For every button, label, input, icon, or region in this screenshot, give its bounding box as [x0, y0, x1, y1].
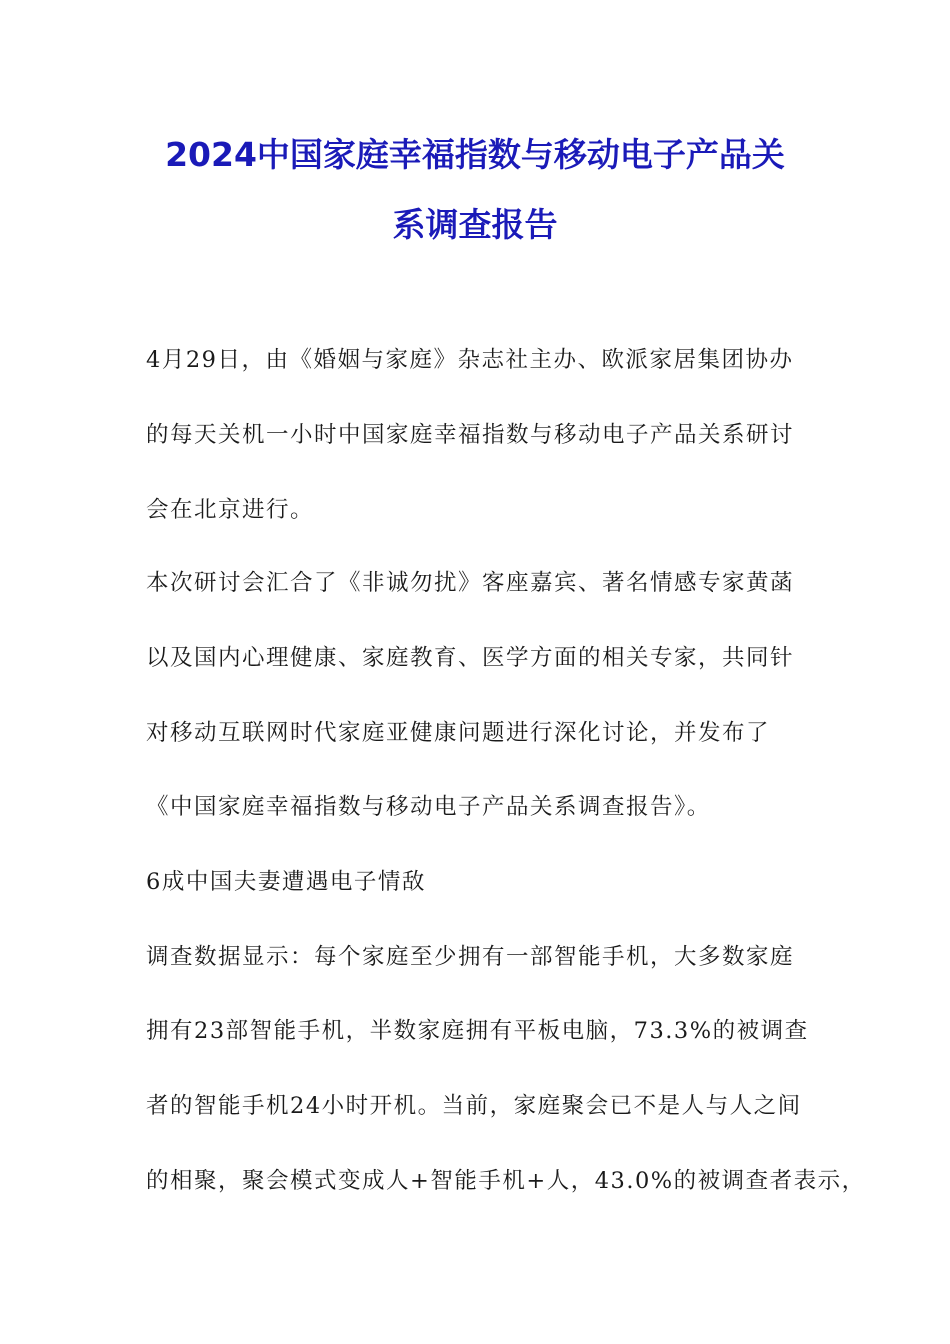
- document-title-line-2: 系调查报告: [392, 205, 558, 244]
- body-line-11: 者的智能手机24小时开机。当前，家庭聚会已不是人与人之间: [146, 1093, 802, 1119]
- body-line-3: 会在北京进行。: [146, 497, 315, 523]
- body-line-6: 对移动互联网时代家庭亚健康问题进行深化讨论，并发布了: [146, 720, 771, 746]
- section-heading: 6成中国夫妻遭遇电子情敌: [146, 869, 426, 895]
- body-line-5: 以及国内心理健康、家庭教育、医学方面的相关专家，共同针: [146, 645, 795, 671]
- body-line-10: 拥有23部智能手机，半数家庭拥有平板电脑，73.3%的被调查: [146, 1018, 809, 1044]
- document-title-line-1: 2024中国家庭幸福指数与移动电子产品关: [165, 135, 785, 174]
- body-line-7: 《中国家庭幸福指数与移动电子产品关系调查报告》。: [146, 794, 711, 820]
- body-line-2: 的每天关机一小时中国家庭幸福指数与移动电子产品关系研讨: [146, 422, 795, 448]
- body-line-4: 本次研讨会汇合了《非诚勿扰》客座嘉宾、著名情感专家黄菡: [146, 570, 795, 596]
- body-line-9: 调查数据显示：每个家庭至少拥有一部智能手机，大多数家庭: [146, 944, 795, 970]
- body-line-12: 的相聚，聚会模式变成人+智能手机+人，43.0%的被调查者表示，: [146, 1168, 866, 1194]
- body-line-1: 4月29日，由《婚姻与家庭》杂志社主办、欧派家居集团协办: [146, 347, 794, 373]
